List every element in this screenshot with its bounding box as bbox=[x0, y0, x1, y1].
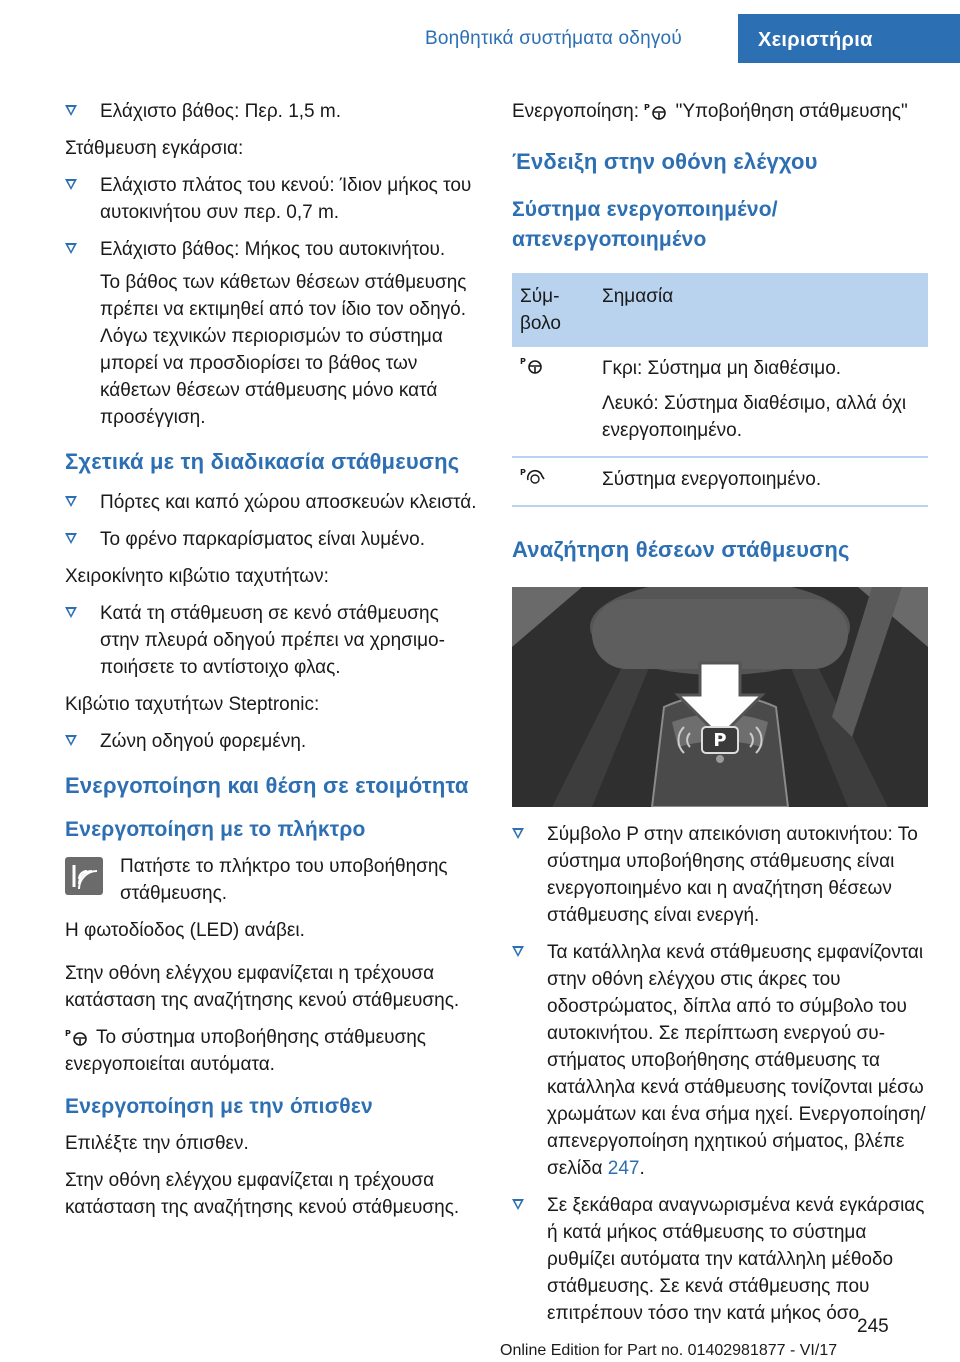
column-header-meaning: Σημασία bbox=[594, 273, 928, 347]
subsection-heading: Ενεργοποίηση με το πλήκτρο bbox=[65, 818, 366, 841]
svg-text:P: P bbox=[713, 730, 727, 751]
section-heading: Αναζήτηση θέσεων στάθμευσης bbox=[512, 537, 850, 562]
column-header-symbol: Σύμβολο bbox=[512, 273, 594, 347]
page-number: 245 bbox=[857, 1316, 889, 1337]
list-item: Πόρτες και καπό χώρου αποσκευών κλειστά. bbox=[65, 489, 477, 516]
paragraph: Η φωτοδίοδος (LED) ανάβει. bbox=[65, 920, 305, 941]
symbol-table bbox=[512, 273, 928, 507]
table-row bbox=[512, 347, 928, 457]
svg-text:P: P bbox=[520, 357, 526, 366]
left-column bbox=[65, 98, 477, 1231]
list-item: Ελάχιστο βάθος: Μήκος του αυτοκινήτου. bbox=[65, 236, 477, 263]
page-reference-link[interactable]: 247 bbox=[607, 1158, 640, 1179]
bullet-triangle-icon bbox=[65, 243, 77, 254]
bullet-triangle-icon bbox=[65, 496, 77, 507]
paragraph: Στην οθόνη ελέγχου εμφανίζεται η τρέχουσα κατάσταση της αναζήτησης κενού στάθμευσης. bbox=[65, 1170, 460, 1218]
park-assist-symbol-icon bbox=[644, 102, 670, 120]
bullet-triangle-icon bbox=[65, 735, 77, 746]
bullet-triangle-icon bbox=[65, 607, 77, 618]
list-item: Τα κατάλληλα κενά στάθμευσης εμφανίζονται στην οθόνη ελέγχου στις άκρες του οδοστρώματος, δίπλα από το σύμβολο του αυτοκινήτου. Σε περίπτωση ενεργού συστήματος υποβοήθησης στάθμευσης τα κατάλληλα κενά στάθμευσης τονίζονται μέσω χρωμάτων και ένα σήμα ηχεί. Ενεργοποίηση/απενεργοποίηση ηχητικού σήματος, βλέπε σελίδα 247. bbox=[512, 939, 930, 1182]
park-assist-active-icon bbox=[520, 467, 546, 485]
paragraph: Στην οθόνη ελέγχου εμφανίζεται η τρέχουσα κατάσταση της αναζήτησης κενού στάθμευσης. bbox=[65, 963, 460, 1011]
symbol-cell bbox=[512, 457, 594, 506]
svg-text:P: P bbox=[65, 1029, 71, 1038]
paragraph: Επιλέξτε την όπισθεν. bbox=[65, 1133, 249, 1154]
table-header-row bbox=[512, 273, 928, 347]
paragraph: Χειροκίνητο κιβώτιο ταχυτήτων: bbox=[65, 566, 329, 587]
svg-text:P: P bbox=[644, 103, 651, 112]
page-header bbox=[0, 0, 960, 63]
park-assist-button-icon bbox=[65, 857, 103, 895]
section-heading: Σχετικά με τη διαδικασία στάθμευσης bbox=[65, 449, 460, 474]
list-item: Ελάχιστο πλάτος του κενού: Ίδιον μήκος του αυτοκινήτου συν περ. 0,7 m. bbox=[65, 172, 477, 226]
bullet-triangle-icon bbox=[65, 105, 77, 116]
section-heading: Ενεργοποίηση και θέση σε ετοιμότητα bbox=[65, 773, 469, 798]
park-assist-symbol-icon bbox=[520, 356, 546, 374]
subsection-heading: Ενεργοποίηση με την όπισθεν bbox=[65, 1095, 373, 1118]
meaning-cell: Γκρι: Σύστημα μη διαθέσιμο. Λευκό: Σύστημα διαθέσιμο, αλλά όχι ενεργοποιημένο. bbox=[594, 347, 928, 457]
right-column bbox=[512, 98, 930, 1337]
symbol-cell bbox=[512, 347, 594, 457]
bullet-triangle-icon bbox=[65, 179, 77, 190]
paragraph: Κιβώτιο ταχυτήτων Steptronic: bbox=[65, 694, 320, 715]
parking-search-illustration bbox=[512, 587, 928, 807]
button-instruction: Πατήστε το πλήκτρο του υποβοήθησης στάθμευσης. bbox=[65, 853, 477, 907]
footer-edition: Online Edition for Part no. 01402981877 - VI/17 bbox=[500, 1342, 838, 1359]
park-assist-symbol-icon bbox=[65, 1028, 91, 1046]
section-heading: Ένδειξη στην οθόνη ελέγχου bbox=[512, 149, 818, 174]
list-item: Ζώνη οδηγού φορεμένη. bbox=[65, 728, 477, 755]
list-item: Ελάχιστο βάθος: Περ. 1,5 m. bbox=[65, 98, 477, 125]
meaning-cell: Σύστημα ενεργοποιημένο. bbox=[594, 457, 928, 506]
tab-controls[interactable]: Χειριστήρια bbox=[738, 14, 960, 63]
bullet-triangle-icon bbox=[512, 828, 524, 839]
bullet-triangle-icon bbox=[65, 533, 77, 544]
list-item: Το φρένο παρκαρίσματος είναι λυμένο. bbox=[65, 526, 477, 553]
breadcrumb[interactable]: Βοηθητικά συστήματα οδηγού bbox=[425, 28, 682, 49]
paragraph: Το βάθος των κάθετων θέσεων στάθμευσης πρέπει να εκτιμηθεί από τον ίδιο τον οδηγό. Λόγω τεχνικών περιορισμών το σύστημα μπορεί να προσδιορίσει το βάθος των κάθετων θέσεων στάθμευσης μόνο κατά προσέγγιση. bbox=[100, 272, 467, 428]
subsection-heading: Σύστημα ενεργοποιημένο/απενεργοποιημένο bbox=[512, 198, 778, 251]
paragraph: Στάθμευση εγκάρσια: bbox=[65, 138, 244, 159]
list-item: Σε ξεκάθαρα αναγνωρισμένα κενά εγκάρσιας ή κατά μήκος στάθμευσης το σύστημα ρυθμίζει αυτόματα την κατάλληλη μέθοδο στάθμευσης. Σε κενά στάθμευσης που επιτρέπουν τόσο την κατά μήκος όσο bbox=[512, 1192, 930, 1327]
list-item: Κατά τη στάθμευση σε κενό στάθμευσης στην πλευρά οδηγού πρέπει να χρησιμοποιήσετε το αντίστοιχο φλας. bbox=[65, 600, 477, 681]
bullet-triangle-icon bbox=[512, 946, 524, 957]
list-item: Σύμβολο P στην απεικόνιση αυτοκινήτου: Το σύστημα υποβοήθησης στάθμευσης είναι ενεργοποιημένο και η αναζήτηση θέσεων στάθμευσης είναι ενεργή. bbox=[512, 821, 930, 929]
svg-text:P: P bbox=[520, 468, 526, 477]
table-row bbox=[512, 457, 928, 506]
paragraph: Ενεργοποίηση: P "Υποβοήθηση στάθμευσης" bbox=[512, 101, 908, 122]
paragraph: P Το σύστημα υποβοήθησης στάθμευσης ενεργοποιείται αυτόματα. bbox=[65, 1027, 426, 1075]
bullet-triangle-icon bbox=[512, 1199, 524, 1210]
